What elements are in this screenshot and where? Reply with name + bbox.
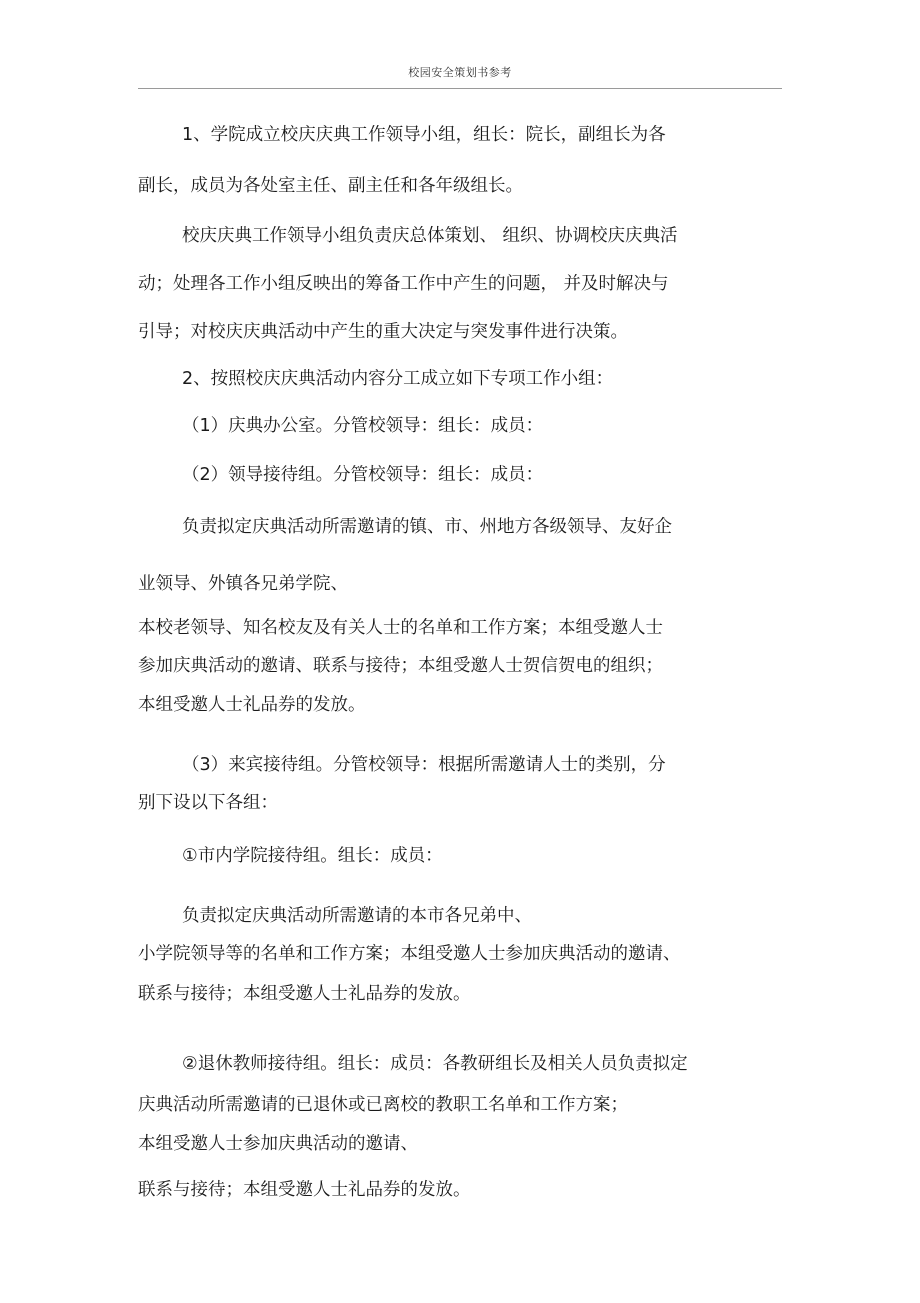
paragraph-line: 负责拟定庆典活动所需邀请的本市各兄弟中、 bbox=[182, 906, 532, 926]
paragraph-line: 本组受邀人士礼品券的发放。 bbox=[138, 695, 366, 715]
paragraph-line: 本组受邀人士参加庆典活动的邀请、 bbox=[138, 1134, 418, 1154]
paragraph-line: 联系与接待；本组受邀人士礼品券的发放。 bbox=[138, 984, 471, 1004]
paragraph-line: 副长，成员为各处室主任、副主任和各年级组长。 bbox=[138, 176, 523, 196]
paragraph-line: 参加庆典活动的邀请、联系与接待；本组受邀人士贺信贺电的组织； bbox=[138, 656, 663, 676]
paragraph-line: 庆典活动所需邀请的已退休或已离校的教职工名单和工作方案； bbox=[138, 1095, 628, 1115]
paragraph-line: 1、学院成立校庆庆典工作领导小组，组长：院长，副组长为各 bbox=[182, 125, 666, 145]
paragraph-line: 本校老领导、知名校友及有关人士的名单和工作方案；本组受邀人士 bbox=[138, 618, 663, 638]
paragraph-line: 负责拟定庆典活动所需邀请的镇、市、州地方各级领导、友好企 bbox=[182, 517, 672, 537]
paragraph-line: 2、按照校庆庆典活动内容分工成立如下专项工作小组： bbox=[182, 369, 614, 389]
paragraph-line: 联系与接待；本组受邀人士礼品券的发放。 bbox=[138, 1180, 471, 1200]
paragraph-line: （3）来宾接待组。分管校领导：根据所需邀请人士的类别，分 bbox=[182, 755, 666, 775]
paragraph-line: 小学院领导等的名单和工作方案；本组受邀人士参加庆典活动的邀请、 bbox=[138, 944, 681, 964]
header-divider bbox=[138, 88, 782, 89]
paragraph-line: （2）领导接待组。分管校领导：组长：成员： bbox=[182, 465, 544, 485]
paragraph-line: 业领导、外镇各兄弟学院、 bbox=[138, 574, 348, 594]
paragraph-line: （1）庆典办公室。分管校领导：组长：成员： bbox=[182, 416, 544, 436]
paragraph-line: ②退休教师接待组。组长：成员：各教研组长及相关人员负责拟定 bbox=[182, 1054, 688, 1074]
paragraph-line: 引导；对校庆庆典活动中产生的重大决定与突发事件进行决策。 bbox=[138, 322, 628, 342]
paragraph-line: ①市内学院接待组。组长：成员： bbox=[182, 846, 443, 866]
paragraph-line: 动；处理各工作小组反映出的筹备工作中产生的问题， 并及时解决与 bbox=[138, 274, 669, 294]
page-header-title: 校园安全策划书参考 bbox=[408, 66, 512, 79]
paragraph-line: 校庆庆典工作领导小组负责庆总体策划、 组织、协调校庆庆典活 bbox=[182, 226, 678, 246]
paragraph-line: 别下设以下各组： bbox=[138, 793, 278, 813]
